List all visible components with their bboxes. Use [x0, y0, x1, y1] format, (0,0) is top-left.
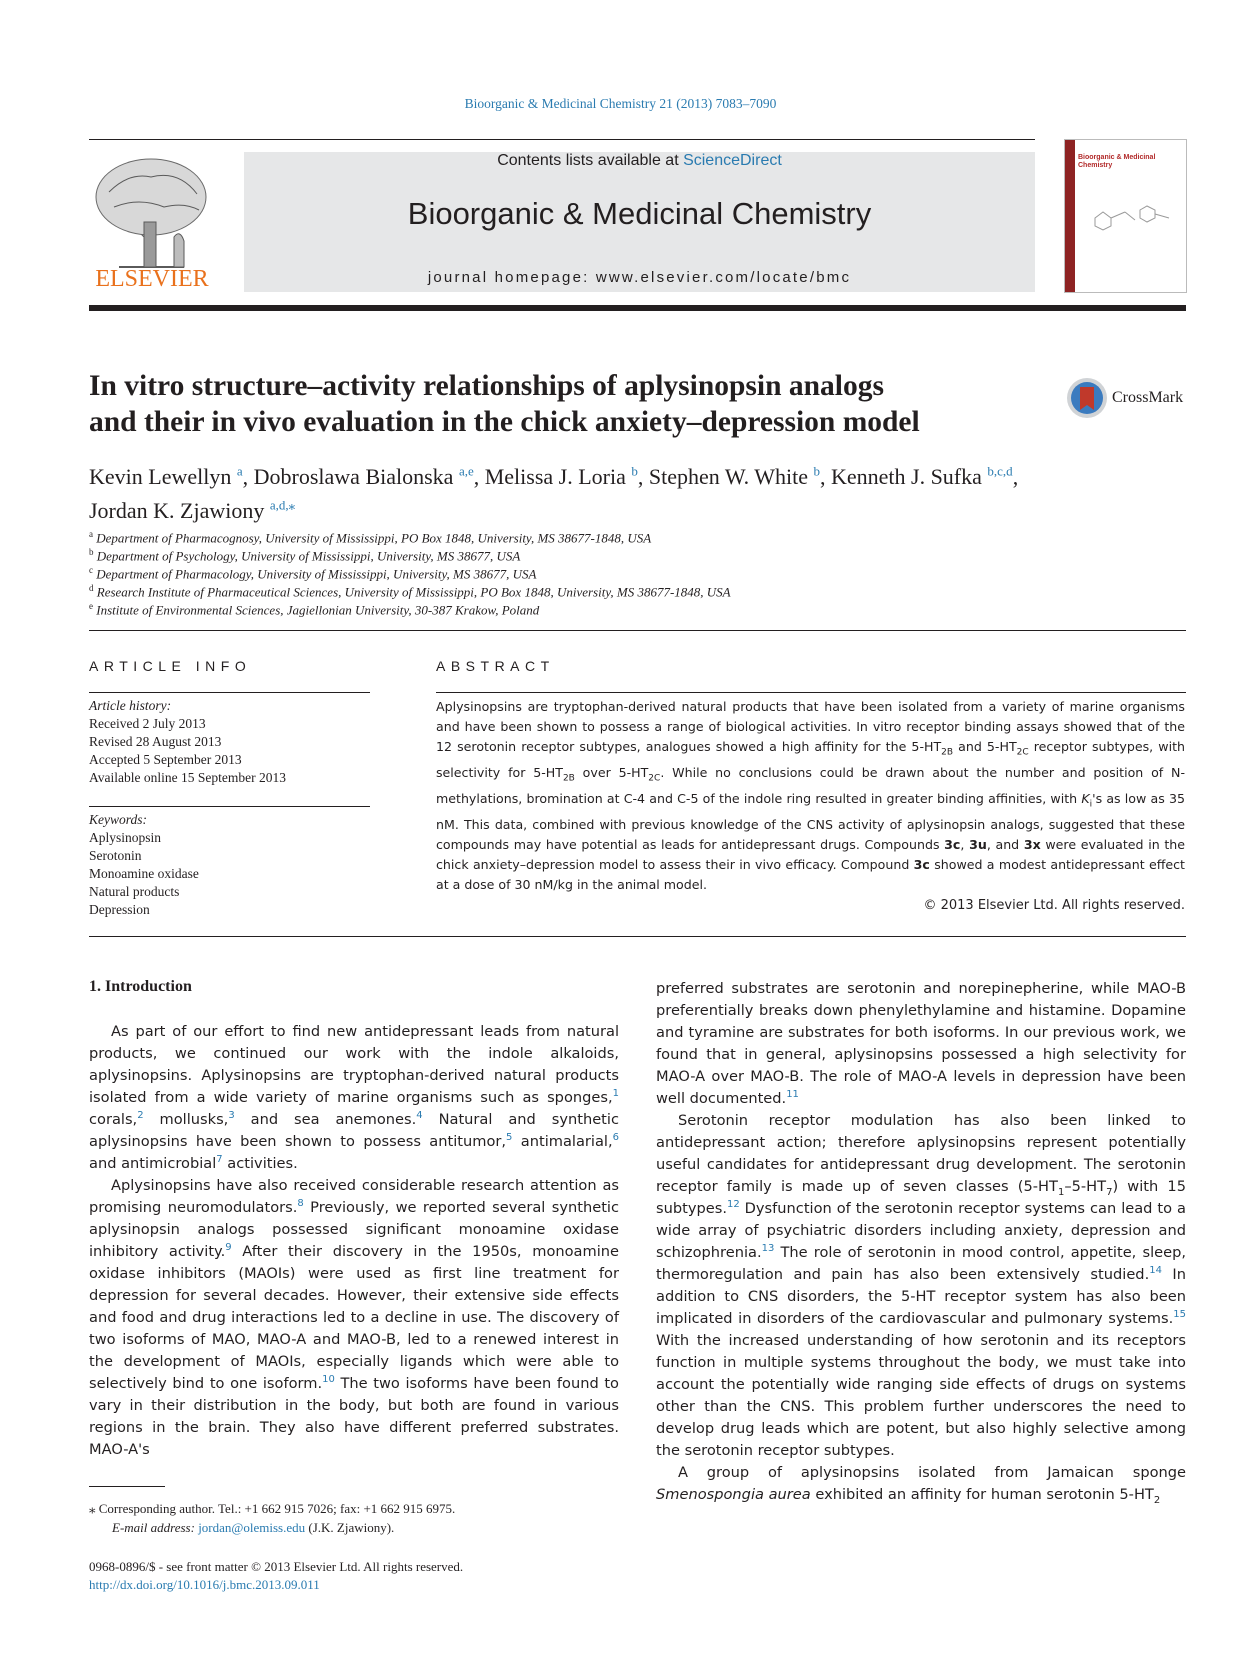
author[interactable]: Melissa J. Loria $^b$ — [484, 464, 638, 490]
crossmark-label[interactable]: CrossMark — [1112, 389, 1184, 406]
author[interactable]: Dobroslawa Bialonska $^{a,e}$ — [253, 464, 474, 490]
title-line-1: In vitro structure–activity relationships of aplysinopsin analogs — [89, 370, 884, 402]
body-column-left — [89, 1021, 619, 1461]
email-link[interactable]: jordan@olemiss.edu — [198, 1520, 306, 1535]
keyword: Depression — [89, 902, 150, 917]
contents-prefix: Contents lists available at — [497, 152, 684, 169]
journal-cover-thumbnail[interactable] — [1064, 139, 1187, 293]
affiliation-rule — [89, 630, 1186, 631]
title-line-2: and their in vivo evaluation in the chick anxiety–depression model — [89, 406, 920, 438]
email-note — [112, 1518, 394, 1537]
doi-link[interactable]: http://dx.doi.org/10.1016/j.bmc.2013.09.011 — [89, 1577, 320, 1592]
cover-spine — [1065, 140, 1075, 292]
history-label: Article history: — [89, 698, 172, 713]
affiliation-b: $^b$ Department of Psychology, University of Mississippi, University, MS 38677, USA — [89, 547, 521, 564]
header-rule — [89, 139, 1035, 140]
keyword: Aplysinopsin — [89, 830, 162, 845]
cover-title: Bioorganic & Medicinal Chemistry — [1078, 154, 1156, 169]
footnote-rule — [89, 1486, 165, 1487]
abstract-rule — [436, 692, 1186, 693]
affiliation-a: $^a$ Department of Pharmacognosy, University of Mississippi, PO Box 1848, University, MS 38677-1848, USA — [89, 529, 652, 546]
body-column-right — [656, 978, 1186, 1506]
keyword: Monoamine oxidase — [89, 866, 199, 881]
author[interactable]: Kevin Lewellyn $^a$ — [89, 464, 243, 490]
abstract-heading: ABSTRACT — [436, 658, 555, 674]
issn-line: 0968-0896/$ - see front matter © 2013 Elsevier Ltd. All rights reserved. — [89, 1559, 464, 1574]
author-list: Kevin Lewellyn $^a$, Dobroslawa Bialonska $^{a,e}$, Melissa J. Loria $^b$, Stephen W. White $^b$, Kenneth J. Sufka $^{b,c,d}$, Jordan K. Zjawiony $^{a,d,⁎}$ — [89, 464, 1019, 523]
crossmark-icon[interactable] — [1066, 377, 1108, 419]
paragraph: Aplysinopsins have also received considerable research attention as promising neuromodulators.$^8$ Previously, we reported several synthetic aplysinopsin analogs possessed significant monoamine oxidase inhibitory activity.$^9$ After their discovery in the 1950s, monoamine oxidase inhibitors (MAOIs) were used as first line treatment for depression for several decades. However, their extensive side effects and food and drug interactions led to a decline in use. The discovery of two isoforms of MAO, MAO-A and MAO-B, led to a renewed interest in the development of MAOIs, especially ligands which were able to selectively bind to one isoform.$^{10}$ The two isoforms have been found to vary in their distribution in the body, but both are found in various regions in the brain. They also have different preferred substrates. MAO-A's — [89, 1177, 619, 1458]
keywords-rule — [89, 806, 370, 807]
abstract-copyright: © 2013 Elsevier Ltd. All rights reserved. — [923, 898, 1185, 913]
journal-homepage[interactable]: journal homepage: www.elsevier.com/locate/bmc — [427, 269, 852, 286]
header-thick-rule — [89, 305, 1186, 311]
keywords-label: Keywords: — [89, 812, 147, 827]
journal-citation[interactable]: Bioorganic & Medicinal Chemistry 21 (2013) 7083–7090 — [464, 96, 777, 111]
affiliation-c: $^c$ Department of Pharmacology, University of Mississippi, University, MS 38677, USA — [89, 565, 537, 582]
sciencedirect-link[interactable]: ScienceDirect — [683, 152, 782, 169]
author[interactable]: Jordan K. Zjawiony $^{a,d,⁎}$ — [89, 497, 296, 523]
author[interactable]: Stephen W. White $^b$ — [648, 464, 820, 490]
cover-molecule-icon — [1085, 198, 1175, 238]
info-rule — [89, 692, 370, 693]
corresponding-author-note: ⁎ Corresponding author. Tel.: +1 662 915 7026; fax: +1 662 915 6975. — [89, 1501, 456, 1516]
article-history — [89, 697, 369, 787]
author[interactable]: Kenneth J. Sufka $^{b,c,d}$ — [830, 464, 1013, 490]
introduction-heading: 1. Introduction — [89, 978, 192, 995]
email-label: E-mail address: — [112, 1520, 199, 1535]
contents-line — [244, 152, 1035, 170]
keywords — [89, 811, 369, 919]
keyword: Serotonin — [89, 848, 142, 863]
journal-title: Bioorganic & Medicinal Chemistry — [407, 196, 872, 231]
paragraph: As part of our effort to find new antidepressant leads from natural products, we continued our work with the indole alkaloids, aplysinopsins. Aplysinopsins are tryptophan-derived natural products isolated from a wide variety of marine organisms such as sponges,$^1$ corals,$^2$ mollusks,$^3$ and sea anemones.$^4$ Natural and synthetic aplysinopsins have been shown to possess antitumor,$^5$ antimalarial,$^6$ and antimicrobial$^7$ activities. — [89, 1023, 619, 1172]
history-accepted: Accepted 5 September 2013 — [89, 752, 242, 767]
paragraph: A group of aplysinopsins isolated from Jamaican sponge Smenospongia aurea exhibited an affinity for human serotonin $5-HT_2$ — [656, 1464, 1186, 1506]
history-revised: Revised 28 August 2013 — [89, 734, 222, 749]
email-suffix: (J.K. Zjawiony). — [305, 1520, 395, 1535]
paragraph: Serotonin receptor modulation has also been linked to antidepressant action; therefore aplysinopsins represent potentially useful candidates for antidepressant drug development. The serotonin receptor family is made up of seven classes $(5-HT_1-5-HT_7)$ with 15 subtypes.$^{12}$ Dysfunction of the serotonin receptor systems can lead to a wide array of psychiatric disorders including anxiety, depression and schizophrenia.$^{13}$ The role of serotonin in mood control, appetite, sleep, thermoregulation and pain has also been extensively studied.$^{14}$ In addition to CNS disorders, the 5-HT receptor system has also been implicated in disorders of the cardiovascular and pulmonary systems.$^{15}$ With the increased understanding of how serotonin and its receptors function in multiple systems throughout the body, we must take into account the potentially wide ranging side effects of drugs on systems other than the CNS. This problem further underscores the need to develop drug leads which are potent, but also highly selective among the serotonin receptor subtypes. — [656, 1112, 1186, 1459]
affiliation-d: $^d$ Research Institute of Pharmaceutical Sciences, University of Mississippi, PO Box 1848, University, MS 38677-1848, USA — [89, 583, 731, 600]
article-title — [89, 368, 1069, 440]
keyword: Natural products — [89, 884, 180, 899]
abstract-body: Aplysinopsins are tryptophan-derived natural products that have been isolated from a variety of marine organisms and have been shown to possess a range of biological activities. In vitro receptor binding assays showed that of the 12 serotonin receptor subtypes, analogues showed a high affinity for the $5-HT_{2B}$ and $5-HT_{2C}$ receptor subtypes, with selectivity for $5-HT_{2B}$ over $5-HT_{2C}$. While no conclusions could be drawn about the number and position of N-methylations, bromination at C-4 and C-5 of the indole ring resulted in greater binding affinities, with $K_i's$ as low as 35 nM. This data, combined with previous knowledge of the CNS activity of aplysinopsin analogs, suggested that these compounds may have potential as leads for antidepressant drugs. Compounds 3c, 3u, and 3x were evaluated in the chick anxiety–depression model to assess their in vivo efficacy. Compound 3c showed a modest antidepressant effect at a dose of 30 nM/kg in the animal model. — [436, 699, 1185, 893]
paragraph: preferred substrates are serotonin and norepinepherine, while MAO-B preferentially breaks down phenylethylamine and histamine. Dopamine and tyramine are substrates for both isoforms. In our previous work, we found that in general, aplysinopsins possessed a high selectivity for MAO-A over MAO-B. The role of MAO-A levels in depression have been well documented.$^{11}$ — [656, 980, 1186, 1107]
affiliation-e: $^e$ Institute of Environmental Sciences, Jagiellonian University, 30-387 Krakow, Poland — [89, 601, 540, 618]
article-info-heading: ARTICLE INFO — [89, 658, 252, 674]
history-online: Available online 15 September 2013 — [89, 770, 286, 785]
publisher-logo-word: ELSEVIER — [95, 266, 209, 292]
abstract-end-rule — [89, 936, 1186, 937]
history-received: Received 2 July 2013 — [89, 716, 206, 731]
